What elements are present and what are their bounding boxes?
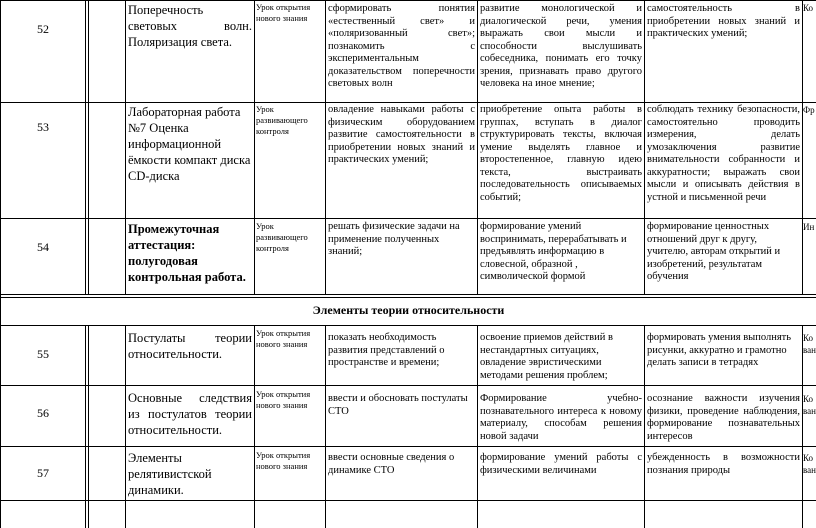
subject-results: решать физические задачи на применение полученных знаний; (328, 221, 460, 257)
lesson-topic: Поперечность световых волн. Поляризация света. (128, 3, 252, 49)
extra-column-text: Ко ван (803, 453, 816, 475)
lesson-type: Урок развивающего контроля (256, 104, 308, 136)
lesson-type: Урок открытия нового знания (256, 450, 311, 471)
lesson-type: Урок открытия нового знания (256, 389, 311, 410)
extra-column-text: Ин (803, 222, 815, 232)
lesson-topic: Лабораторная работа №7 Оценка информационной ёмкости компакт диска CD-диска (128, 105, 251, 183)
personal-results: соблюдать технику безопасности, самостоятельно проводить измерения, делать умозаключения развитие внимательности собранности и аккуратности; выражать свои мысли и описывать действия в устной и письменной речи (647, 104, 800, 203)
subject-results: ввести основные сведения о динамике СТО (328, 452, 455, 476)
metasubject-results: Формирование учебно-познавательного интереса к новому материалу, способам решения новой задачи (480, 393, 642, 442)
lesson-topic: Постулаты теории относительности. (128, 331, 252, 361)
lesson-topic: Промежуточная аттестация: полугодовая контрольная работа. (128, 222, 246, 284)
row-number: 57 (37, 466, 49, 480)
lesson-topic: Основные следствия из постулатов теории относительности. (128, 391, 252, 437)
subject-results: сформировать понятия «естественный свет» и «поляризованный свет»; познакомить с экспериментальным доказательством поперечности световых волн (328, 3, 475, 89)
lesson-type: Урок открытия нового знания (256, 328, 311, 349)
personal-results: формирование ценностных отношений друг к другу, учителю, авторам открытий и изобретений, результатам обучения (647, 221, 781, 282)
personal-results: формировать умения выполнять рисунки, аккуратно и грамотно делать записи в тетрадях (647, 332, 792, 368)
extra-column-text: Ко ван (803, 394, 816, 416)
personal-results: осознание важности изучения физики, проведение наблюдения, формирование познавательных интересов (647, 393, 800, 442)
row-number: 56 (37, 406, 49, 420)
row-number: 55 (37, 347, 49, 361)
section-header: Элементы теории относительности (312, 303, 505, 317)
metasubject-results: формирование умений воспринимать, перерабатывать и предъявлять информацию в словесной, образной , символической формой (480, 221, 627, 282)
metasubject-results: развитие монологической и диалогической речи, умения выражать свои мысли и способности выслушивать собеседника, понимать его точку зрения, признавать право другого человека на иное мнение; (480, 3, 642, 89)
personal-results: убежденность в возможности познания природы (647, 452, 800, 476)
row-number: 54 (37, 240, 49, 254)
extra-column-text: Фр (803, 105, 815, 115)
extra-column-text: Ко ван (803, 333, 816, 355)
lesson-topic: Элементы релятивистской динамики. (128, 451, 212, 497)
metasubject-results: формирование умений работы с физическими величинами (480, 452, 642, 476)
subject-results: показать необходимость развития представлений о пространстве и времени; (328, 332, 445, 368)
metasubject-results: приобретение опыта работы в группах, вступать в диалог структурировать тексты, включая умение выделять главное и второстепенное, главную идею текста, выстраивать последовательность описываемых событий; (480, 104, 642, 203)
metasubject-results: освоение приемов действий в нестандартных ситуациях, овладение эвристическими методами решения проблем; (480, 332, 613, 381)
personal-results: самостоятельность в приобретении новых знаний и практических умений; (647, 3, 800, 39)
subject-results: овладение навыками работы с физическим оборудованием развитие самостоятельности в приобретении новых знаний и практических умений; (328, 104, 475, 165)
row-number: 53 (37, 120, 49, 134)
row-number: 52 (37, 22, 49, 36)
lesson-type: Урок открытия нового знания (256, 2, 311, 23)
subject-results: ввести и обосновать постулаты СТО (328, 393, 468, 417)
lesson-type: Урок развивающего контроля (256, 221, 308, 253)
extra-column-text: Ко (803, 3, 814, 13)
